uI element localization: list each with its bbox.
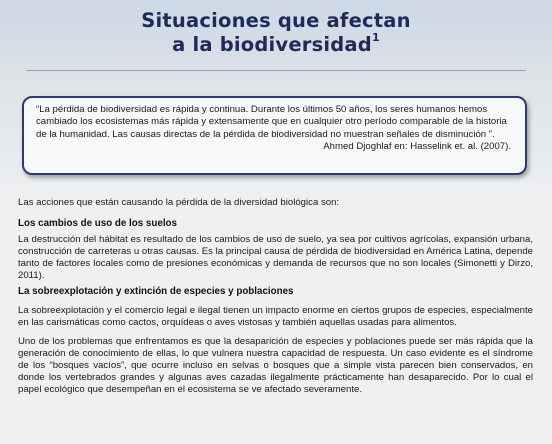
title-divider <box>26 62 526 71</box>
footnote-mark: 1 <box>371 31 380 44</box>
title-banner <box>0 0 552 78</box>
quote-attribution: Ahmed Djoghlaf en: Hasselink et. al. (2007). <box>323 140 511 152</box>
page-title-line-2-text: a la biodiversidad <box>172 33 372 56</box>
section-heading-overexploitation: La sobreexplotación y extinción de especies y poblaciones <box>18 286 294 298</box>
section-land-use-paragraph: La destrucción del hábitat es resultado de los cambios de uso de suelo, ya sea por cultivos agrícolas, expansión urbana, construcción de carreteras u otras causas. Es la principal causa de pérdida de biodiversidad en América Latina, depende tanto de factores locales como de presiones económicas y demanda de recursos que no son locales (Simonetti y Dirzo, 2011). <box>18 233 533 281</box>
quote-box <box>22 96 527 175</box>
section-heading-land-use: Los cambios de uso de los suelos <box>18 217 177 229</box>
section-overexploitation-paragraph-2: Uno de los problemas que enfrentamos es que la desaparición de especies y poblaciones puede ser más rápida que la generación de conocimiento de ellas, lo que vulnera nuestra capacidad de respuesta. Un caso evidente es el síndrome de los “bosques vacíos”, que ocurre incluso en selvas o bosques que a simple vista parecen bien conservados, en donde los vertebrados grandes y algunas aves cazadas ilegalmente prácticamente han desaparecido. Por lo cual el papel ecológico que desempeñan en el ecosistema se ve afectado severamente. <box>18 336 533 395</box>
intro-paragraph: Las acciones que están causando la pérdida de la diversidad biológica son: <box>18 197 340 208</box>
body-text <box>18 197 533 396</box>
page-title-line-1: Situaciones que afectan <box>141 9 411 32</box>
page-title-line-2 <box>0 33 552 56</box>
quote-text: “La pérdida de biodiversidad es rápida y continua. Durante los últimos 50 años, los seres humanos hemos cambiado los ecosistemas más rápida y extensamente que en cualquier otro período comparable de la historia de la humanidad. Las causas directas de la pérdida de biodiversidad no muestran señales de disminución ”. <box>36 104 507 140</box>
section-overexploitation-paragraph-1: La sobreexplotación y el comercio legal e ilegal tienen un impacto enorme en ciertos grupos de especies, especialmente en las carismáticas como cactos, orquídeas o aves vistosas y también aquellas usadas para alimentos. <box>18 305 533 329</box>
